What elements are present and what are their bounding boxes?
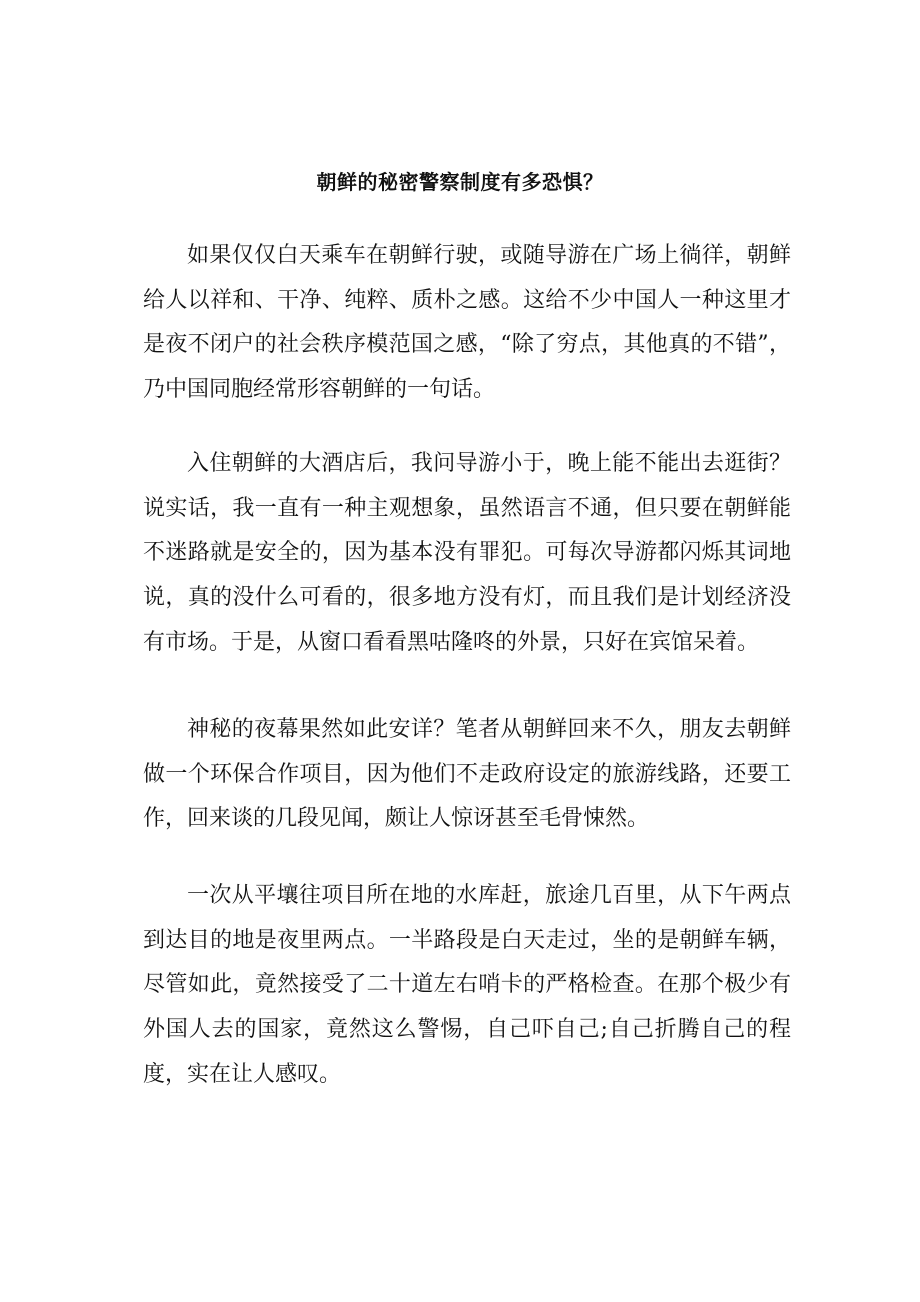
document-title: 朝鲜的秘密警察制度有多恐惧？ bbox=[316, 170, 604, 194]
paragraph-1: 如果仅仅白天乘车在朝鲜行驶，或随导游在广场上徜徉，朝鲜给人以祥和、干净、纯粹、质朴之感。这给不少中国人一种这里才是夜不闭户的社会秩序模范国之感，“除了穷点，其他真的不错”，乃中国同胞经常形容朝鲜的一句话。 bbox=[143, 243, 791, 403]
paragraph-3: 神秘的夜幕果然如此安详？笔者从朝鲜回来不久，朋友去朝鲜做一个环保合作项目，因为他们不走政府设定的旅游线路，还要工作，回来谈的几段见闻，颇让人惊讶甚至毛骨悚然。 bbox=[143, 717, 791, 832]
paragraph-2: 入住朝鲜的大酒店后，我问导游小于，晚上能不能出去逛街？说实话，我一直有一种主观想象，虽然语言不通，但只要在朝鲜能不迷路就是安全的，因为基本没有罪犯。可每次导游都闪烁其词地说，真的没什么可看的，很多地方没有灯，而且我们是计划经济没有市场。于是，从窗口看看黑咕隆咚的外景，只好在宾馆呆着。 bbox=[143, 451, 791, 655]
paragraph-4: 一次从平壤往项目所在地的水库赶，旅途几百里，从下午两点到达目的地是夜里两点。一半路段是白天走过，坐的是朝鲜车辆，尽管如此，竟然接受了二十道左右哨卡的严格检查。在那个极少有外国人去的国家，竟然这么警惕，自己吓自己;自己折腾自己的程度，实在让人感叹。 bbox=[143, 883, 791, 1087]
